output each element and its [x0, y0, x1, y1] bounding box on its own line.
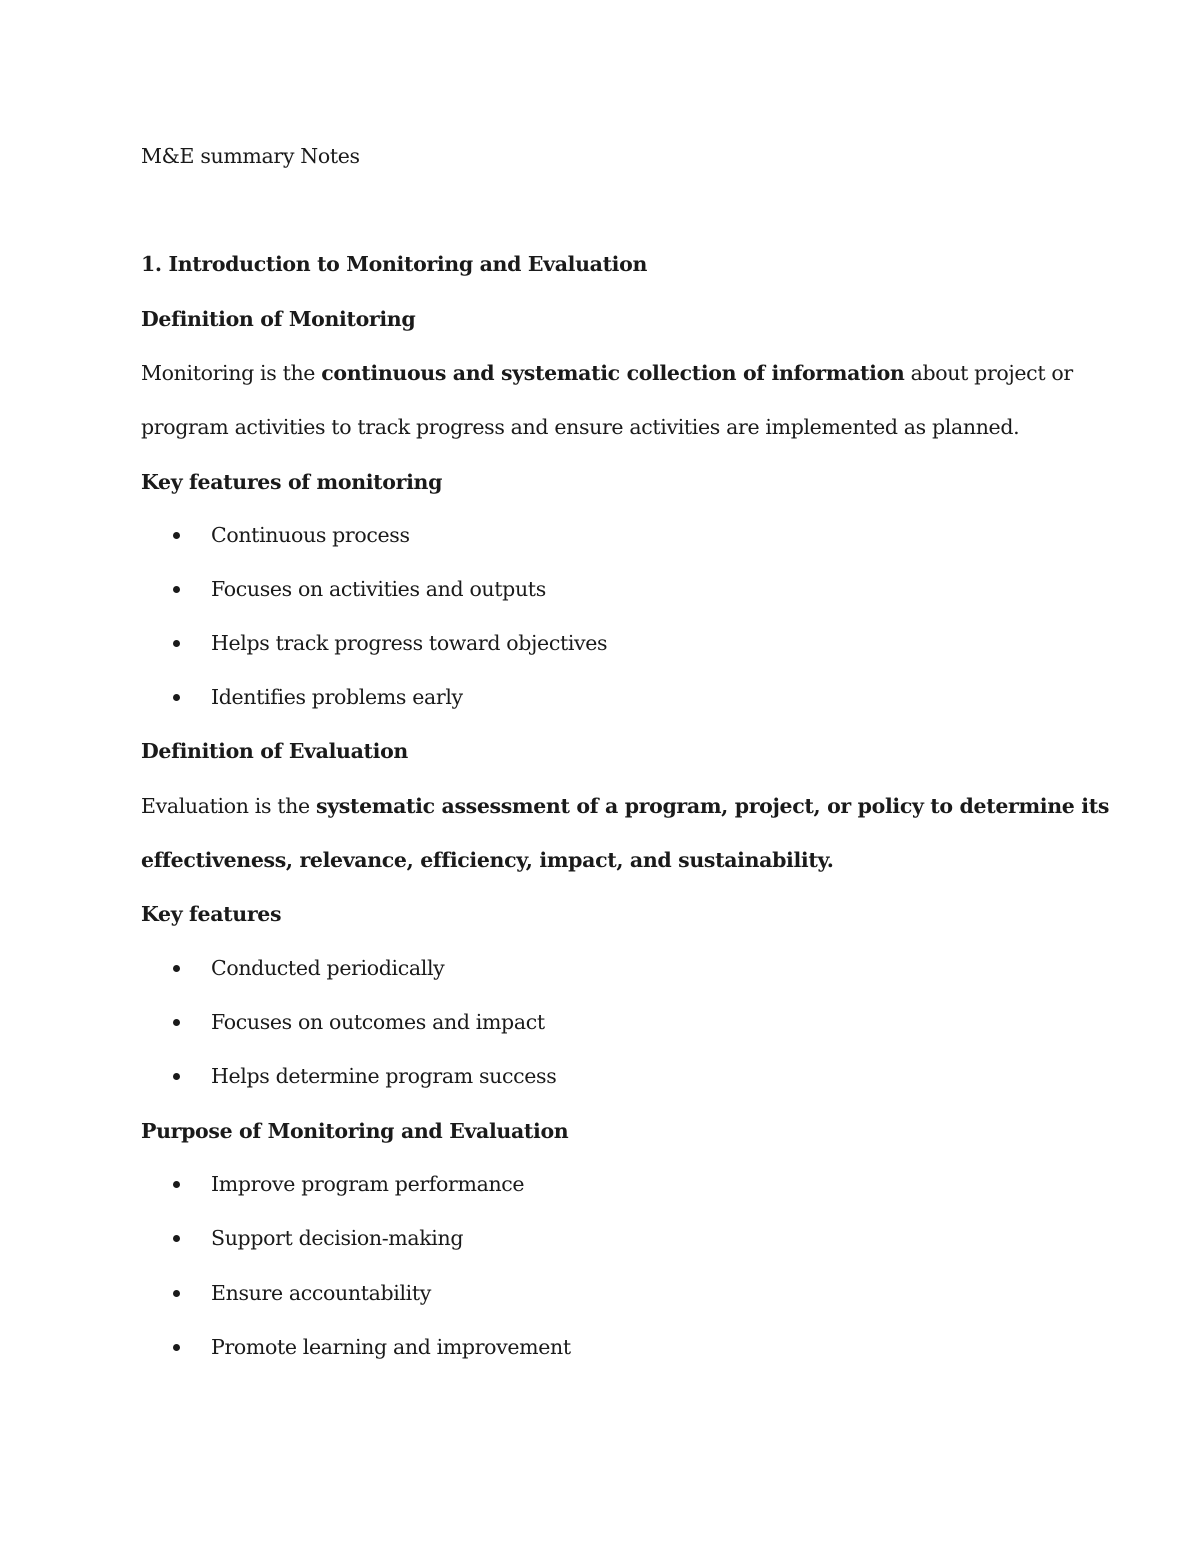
monitoring-para-bold: continuous and systematic collection of information [321, 361, 905, 385]
bullet-icon [173, 586, 180, 593]
list-item-text: Focuses on activities and outputs [211, 577, 546, 601]
evaluation-para-bold-1: systematic assessment of a program, project, or policy to determine its [316, 794, 1110, 818]
list-item [0, 1170, 1200, 1198]
monitoring-paragraph-line-1 [141, 359, 1073, 387]
bullet-icon [173, 1235, 180, 1242]
bullet-icon [173, 1181, 180, 1188]
subheading-definition-evaluation: Definition of Evaluation [141, 739, 408, 763]
monitoring-paragraph-line-2: program activities to track progress and ensure activities are implemented as planned. [141, 415, 1020, 439]
bullet-icon [173, 1344, 180, 1351]
list-item-text: Conducted periodically [211, 956, 445, 980]
list-item-text: Promote learning and improvement [211, 1335, 571, 1359]
monitoring-para-suffix: about project or [904, 361, 1073, 385]
list-item-text: Continuous process [211, 523, 410, 547]
bullet-icon [173, 1019, 180, 1026]
bullet-icon [173, 1290, 180, 1297]
subheading-key-features-monitoring: Key features of monitoring [141, 470, 443, 494]
bullet-icon [173, 694, 180, 701]
list-item-text: Support decision-making [211, 1226, 464, 1250]
list-item [0, 1062, 1200, 1090]
monitoring-para-prefix: Monitoring is the [141, 361, 322, 385]
list-item [0, 954, 1200, 982]
list-item-text: Identifies problems early [211, 685, 463, 709]
list-item-text: Improve program performance [211, 1172, 525, 1196]
list-item [0, 1008, 1200, 1036]
subheading-key-features: Key features [141, 902, 282, 926]
list-item-text: Helps track progress toward objectives [211, 631, 608, 655]
section-heading: 1. Introduction to Monitoring and Evaluation [141, 252, 647, 276]
list-item-text: Focuses on outcomes and impact [211, 1010, 545, 1034]
subheading-purpose: Purpose of Monitoring and Evaluation [141, 1119, 569, 1143]
evaluation-paragraph-line-2: effectiveness, relevance, efficiency, impact, and sustainability. [141, 848, 834, 872]
subheading-definition-monitoring: Definition of Monitoring [141, 307, 416, 331]
bullet-icon [173, 1073, 180, 1080]
list-item [0, 575, 1200, 603]
bullet-icon [173, 640, 180, 647]
bullet-icon [173, 965, 180, 972]
list-item-text: Helps determine program success [211, 1064, 557, 1088]
list-item [0, 1224, 1200, 1252]
document-title: M&E summary Notes [141, 144, 360, 168]
evaluation-paragraph-line-1 [141, 792, 1109, 820]
list-item [0, 683, 1200, 711]
list-item [0, 521, 1200, 549]
list-item [0, 629, 1200, 657]
list-item [0, 1333, 1200, 1361]
bullet-icon [173, 532, 180, 539]
list-item [0, 1279, 1200, 1307]
list-item-text: Ensure accountability [211, 1281, 431, 1305]
evaluation-para-prefix: Evaluation is the [141, 794, 316, 818]
